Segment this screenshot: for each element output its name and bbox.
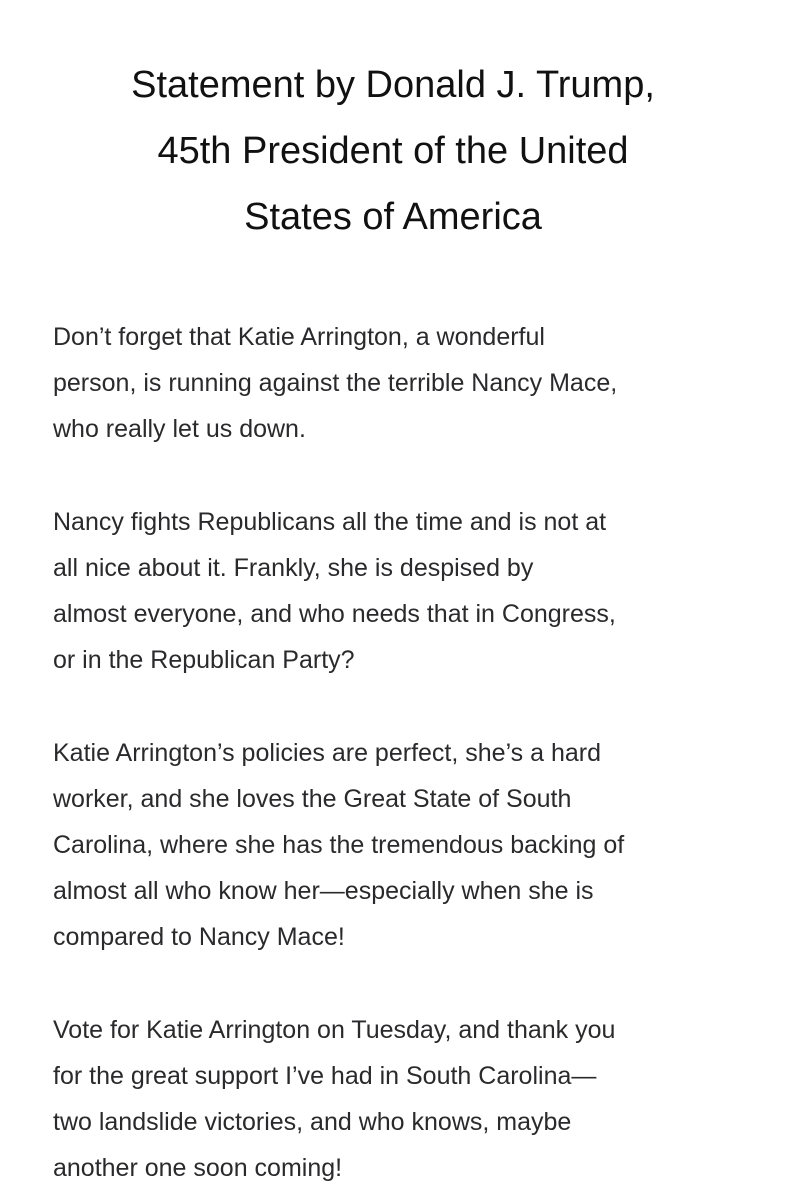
paragraph-line: who really let us down.: [53, 415, 306, 443]
paragraph-4: [53, 1007, 733, 1191]
paragraph-line: another one soon coming!: [53, 1154, 343, 1182]
paragraph-line: for the great support I’ve had in South Carolina—: [53, 1062, 597, 1090]
paragraph-line: two landslide victories, and who knows, maybe: [53, 1108, 572, 1136]
title-line: Statement by Donald J. Trump,: [131, 64, 655, 106]
paragraph-line: almost everyone, and who needs that in Congress,: [53, 600, 616, 628]
paragraph-line: worker, and she loves the Great State of South: [53, 785, 572, 813]
paragraph-3: [53, 730, 733, 960]
paragraph-line: almost all who know her—especially when she is: [53, 877, 594, 905]
paragraph-line: Don’t forget that Katie Arrington, a wonderful: [53, 323, 545, 351]
title-line: States of America: [244, 196, 542, 238]
paragraph-line: or in the Republican Party?: [53, 646, 355, 674]
paragraph-line: Carolina, where she has the tremendous backing of: [53, 831, 625, 859]
paragraph-line: all nice about it. Frankly, she is despised by: [53, 554, 534, 582]
paragraph-1: [53, 314, 733, 452]
paragraph-2: [53, 499, 733, 683]
statement-title: [53, 52, 733, 250]
paragraph-line: Nancy fights Republicans all the time and is not at: [53, 508, 607, 536]
paragraph-line: person, is running against the terrible Nancy Mace,: [53, 369, 618, 397]
paragraph-line: compared to Nancy Mace!: [53, 923, 345, 951]
title-line: 45th President of the United: [157, 130, 629, 172]
paragraph-line: Vote for Katie Arrington on Tuesday, and thank you: [53, 1016, 616, 1044]
statement-body: [53, 314, 733, 1191]
paragraph-line: Katie Arrington’s policies are perfect, she’s a hard: [53, 739, 601, 767]
